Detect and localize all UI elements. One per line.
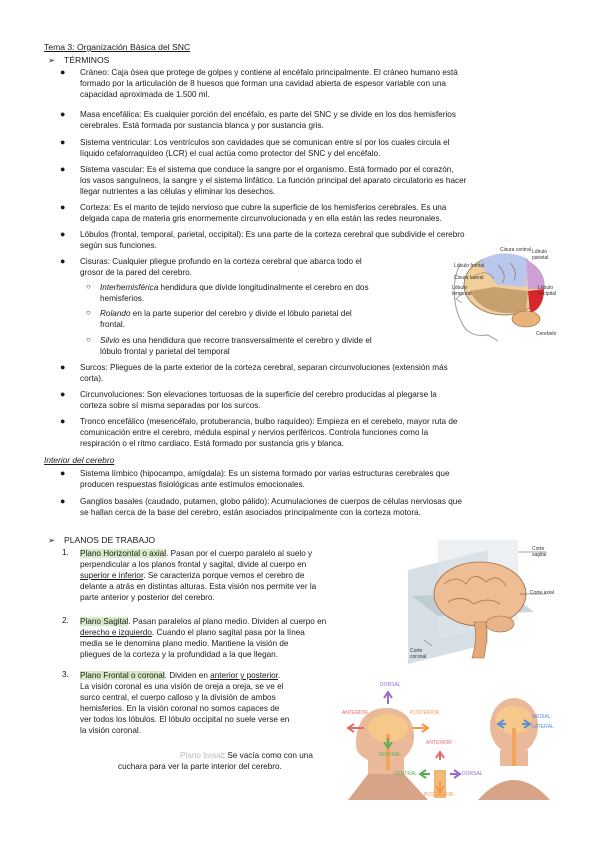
line: según sus funciones. bbox=[80, 241, 157, 251]
arrow-bullet-icon: ➢ bbox=[48, 55, 56, 65]
figure-label: Lóbulo occipital bbox=[538, 285, 557, 297]
underlined-term: derecho e izquierdo bbox=[80, 628, 152, 638]
line: hemisferios. En la visión coronal no somos capaces de bbox=[80, 704, 280, 714]
line: formado por la articulación de 8 huesos que forman una cavidad abierta de espesor variable con una bbox=[80, 79, 446, 89]
line: cerebrales. Está formada por sustancia blanca y por sustancia gris. bbox=[80, 121, 324, 131]
figure-label: Cisura central bbox=[500, 247, 531, 253]
bullet-icon: ● bbox=[60, 202, 66, 212]
line: . Cuando el plano sagital pasa por la línea bbox=[151, 628, 305, 638]
line: . Dividen en bbox=[164, 671, 211, 680]
line: : Se vacía como con una bbox=[222, 751, 313, 760]
figure-label: Lóbulo parietal bbox=[532, 249, 549, 261]
plano-name: Plano basal bbox=[180, 751, 223, 760]
plano-item bbox=[80, 670, 370, 737]
line: Circunvoluciones: Son elevaciones tortuosas de la superficie del cerebro producidas al plegarse la bbox=[80, 390, 437, 399]
bullet-icon: ● bbox=[60, 109, 66, 119]
line: . Se caracteriza porque vemos el cerebro de bbox=[143, 571, 305, 581]
figure-label: Corte coronal bbox=[410, 648, 427, 660]
directions-illustration bbox=[338, 674, 560, 800]
bullet-icon: ● bbox=[60, 229, 66, 239]
arrow-bullet-icon: ➢ bbox=[48, 535, 56, 545]
line: Lóbulos (frontal, temporal, parietal, occipital): Es una parte de la corteza cerebral que subdivide el cerebro bbox=[80, 230, 465, 239]
section-planos bbox=[48, 535, 155, 546]
list-item bbox=[80, 256, 450, 278]
line: Tronco encefálico (mesencéfalo, protuberancia, bulbo raquídeo): Empieza en el cerebelo, mayor ruta de bbox=[80, 417, 458, 426]
bullet-icon: ● bbox=[60, 67, 66, 77]
line: hendidura que divide longitudinalmente el cerebro en dos bbox=[158, 283, 369, 292]
circle-bullet-icon: ○ bbox=[86, 308, 91, 317]
figure-label: LATERAL bbox=[532, 724, 554, 730]
line: . Pasan por el cuerpo paralelo al suelo y bbox=[166, 549, 313, 558]
circle-bullet-icon: ○ bbox=[86, 282, 91, 291]
figure-label: ANTERIOR bbox=[426, 740, 452, 746]
line: capacidad aproximada de 1.500 ml. bbox=[80, 90, 210, 100]
line: media se le denomina plano medio. Mantiene la visión de bbox=[80, 639, 289, 649]
line: surco central, el cuerpo calloso y la división de ambos bbox=[80, 693, 276, 703]
underlined-term: superior e inferior bbox=[80, 571, 144, 581]
line: corta). bbox=[80, 374, 104, 384]
plano-name: Plano Sagital bbox=[80, 617, 129, 626]
figure-label: DORSAL bbox=[462, 771, 483, 777]
list-item bbox=[80, 202, 560, 224]
line: Corteza: Es el manto de tejido nervioso que cubre la superficie de los hemisferios cerebrales. Es una bbox=[80, 203, 447, 212]
line: delante a atrás en distintas alturas. Esta visión nos permite ver la bbox=[80, 582, 317, 592]
line: los vasos sanguíneos, la sangre y el sistema linfático. La función principal del aparato circulatorio es hacer bbox=[80, 176, 467, 186]
line: pliegues de la corteza y la profundidad a la que llegan. bbox=[80, 650, 279, 660]
list-item bbox=[80, 416, 560, 449]
brain-lobes-figure bbox=[448, 245, 560, 343]
bullet-icon: ● bbox=[60, 468, 66, 478]
figure-label: Corte axial bbox=[530, 590, 554, 596]
line: perpendicular a los planos frontal y sagital, divide al cuerpo en bbox=[80, 560, 307, 570]
line: respiración o el ritmo cardiaco. Está formado por sustancia gris y blanca. bbox=[80, 439, 344, 449]
figure-label: Cerebelo bbox=[536, 331, 557, 337]
bullet-icon: ● bbox=[60, 137, 66, 147]
section-heading: PLANOS DE TRABAJO bbox=[64, 535, 156, 545]
directions-figure bbox=[338, 674, 560, 800]
figure-label: Corte sagital bbox=[532, 546, 547, 558]
line: hemisferios. bbox=[100, 294, 145, 304]
figure-label: VENTRAL bbox=[394, 771, 418, 777]
plano-item bbox=[80, 616, 380, 660]
line: la visión coronal. bbox=[80, 726, 141, 736]
list-item bbox=[80, 362, 560, 384]
line: grosor de la pared del cerebro. bbox=[80, 268, 192, 278]
circle-bullet-icon: ○ bbox=[86, 335, 91, 344]
list-item bbox=[80, 137, 560, 159]
figure-label: DORSAL bbox=[380, 682, 401, 688]
line: lóbulo frontal y parietal del temporal bbox=[100, 347, 230, 357]
bullet-icon: ● bbox=[60, 496, 66, 506]
line: . Pasan paralelos al plano medio. Dividen al cuerpo en bbox=[128, 617, 327, 626]
line: Ganglios basales (caudado, putamen, globo pálido): Acumulaciones de cuerpos de células nerviosas que bbox=[80, 497, 462, 506]
plano-name: Plano Frontal o coronal bbox=[80, 671, 165, 680]
line: Surcos: Pliegues de la parte exterior de la corteza cerebral, separan circunvoluciones (extensión más bbox=[80, 363, 448, 372]
figure-label: POSTERIOR bbox=[410, 710, 440, 716]
brain-planes-figure bbox=[408, 540, 558, 666]
underlined-term: anterior y posterior bbox=[210, 671, 278, 680]
line: . bbox=[277, 671, 281, 680]
bullet-icon: ● bbox=[60, 164, 66, 174]
line: se hallan cerca de la base del cerebro, están asociados principalmente con la corteza motora. bbox=[80, 508, 421, 518]
list-number: 3. bbox=[62, 670, 69, 679]
figure-label: VENTRAL bbox=[378, 752, 402, 758]
line: comunicación entre el cerebro, médula espinal y nervios periféricos. Controla funciones como la bbox=[80, 428, 429, 438]
figure-label: Lóbulo temporal bbox=[452, 285, 472, 297]
line: La visión coronal es una visión de oreja a oreja, se ve el bbox=[80, 682, 284, 692]
line: corteza sobre sí misma separadas por los surcos. bbox=[80, 401, 261, 411]
bullet-icon: ● bbox=[60, 362, 66, 372]
list-item bbox=[80, 496, 560, 518]
list-item bbox=[80, 67, 560, 100]
line: es una hendidura que recorre transversalmente el cerebro y divide el bbox=[119, 336, 372, 345]
sub-list-item bbox=[100, 335, 445, 357]
list-item bbox=[80, 109, 560, 131]
figure-label: Lóbulo frontal bbox=[454, 263, 485, 269]
figure-label: ANTERIOR bbox=[342, 710, 368, 716]
bullet-icon: ● bbox=[60, 389, 66, 399]
figure-label: MEDIAL bbox=[532, 714, 551, 720]
sub-list-item bbox=[100, 308, 445, 330]
line: ver todos los lóbulos. El lóbulo occipital no suele verse en bbox=[80, 715, 290, 725]
list-item bbox=[80, 468, 560, 490]
sub-item-name: Silvio bbox=[100, 336, 120, 345]
plano-basal bbox=[118, 750, 358, 772]
line: en la parte superior del cerebro y divide el lóbulo parietal del bbox=[130, 309, 352, 318]
line: Sistema ventricular: Los ventrículos son cavidades que se comunican entre sí por los cuales circula el bbox=[80, 138, 450, 147]
list-number: 2. bbox=[62, 616, 69, 625]
line: líquido cefalorraquídeo (LCR) el cual actúa como protector del SNC y del encéfalo. bbox=[80, 149, 381, 159]
section-heading: TÉRMINOS bbox=[64, 55, 110, 65]
figure-label: Cisura lateral bbox=[454, 275, 484, 281]
sub-list-item bbox=[100, 282, 445, 304]
line: Cisuras: Cualquier pliegue profundo en la corteza cerebral que abarca todo el bbox=[80, 257, 362, 266]
plano-name: Plano Horizontal o axial bbox=[80, 549, 167, 558]
line: Sistema vascular: Es el sistema que conduce la sangre por el organismo. Está formado por el corazón, bbox=[80, 165, 454, 174]
section-interior-heading: Interior del cerebro bbox=[44, 455, 115, 465]
line: cuchara para ver la parte interior del cerebro. bbox=[118, 762, 282, 772]
line: delgada capa de materia gris enormemente circunvolucionada y en ella están las redes neuronales. bbox=[80, 214, 442, 224]
bullet-icon: ● bbox=[60, 416, 66, 426]
plano-item bbox=[80, 548, 380, 603]
line: producen respuestas fisiológicas ante estímulos emocionales. bbox=[80, 480, 305, 490]
line: Sistema límbico (hipocampo, amígdala): Es un sistema formado por varias estructuras cerebrales que bbox=[80, 469, 450, 478]
sub-item-name: Interhemisférica bbox=[100, 283, 159, 292]
list-item bbox=[80, 164, 560, 197]
line: Masa encefálica: Es cualquier porción del encéfalo, es parte del SNC y se divide en los dos hemisferios bbox=[80, 110, 456, 119]
figure-label: POSTERIOR bbox=[424, 792, 454, 798]
sub-item-name: Rolando bbox=[100, 309, 131, 318]
section-terminos bbox=[48, 55, 109, 66]
list-item bbox=[80, 389, 560, 411]
line: llegar nutrientes a las células y eliminar los desechos. bbox=[80, 187, 276, 197]
line: Cráneo: Caja ósea que protege de golpes y contiene al encéfalo principalmente. El cráneo humano está bbox=[80, 68, 458, 77]
page-title: Tema 3: Organización Básica del SNC bbox=[44, 42, 191, 52]
bullet-icon: ● bbox=[60, 256, 66, 266]
line: frontal. bbox=[100, 320, 126, 330]
line: parte anterior y posterior del cerebro. bbox=[80, 593, 215, 603]
list-number: 1. bbox=[62, 548, 69, 557]
